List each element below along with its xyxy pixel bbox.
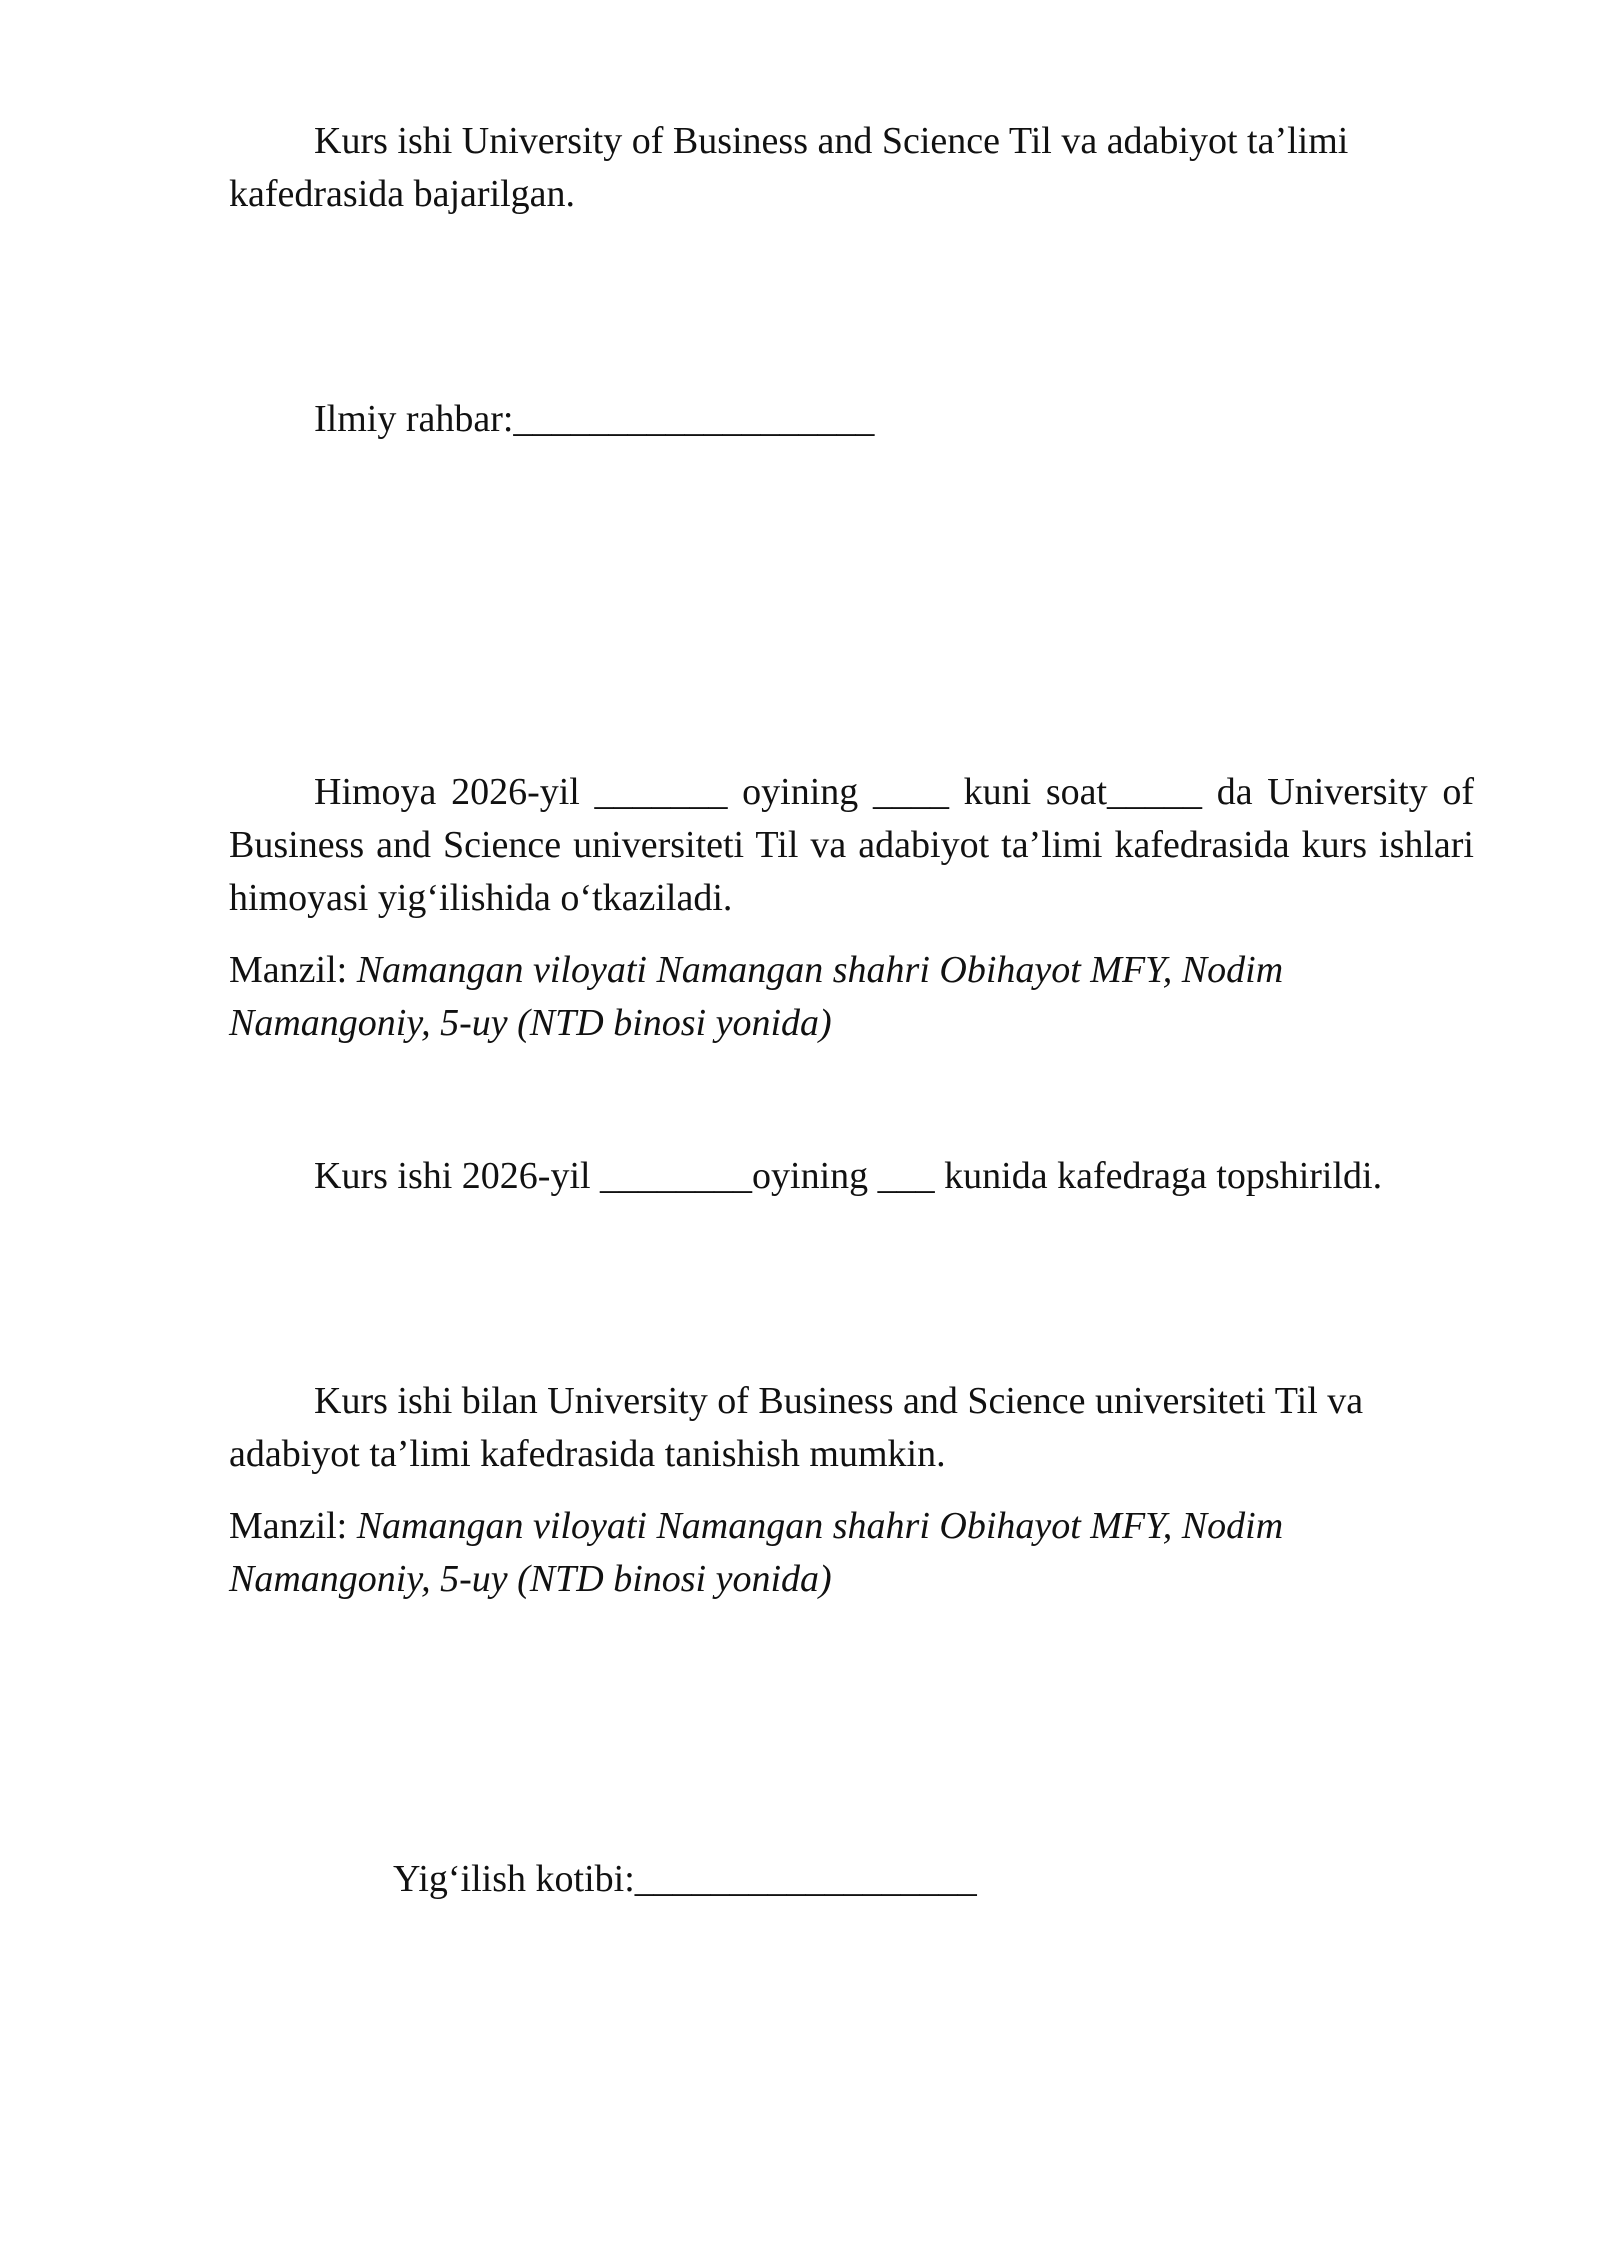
address-label: Manzil: xyxy=(229,949,357,991)
address-value: Namangan viloyati Namangan shahri Obihayot MFY, Nodim Namangoniy, 5-uy (NTD binosi yonida) xyxy=(229,949,1284,1044)
address-value: Namangan viloyati Namangan shahri Obihayot MFY, Nodim Namangoniy, 5-uy (NTD binosi yonida) xyxy=(229,1505,1284,1600)
review-paragraph: Kurs ishi bilan University of Business and Science universiteti Til va adabiyot ta’limi kafedrasida tanishish mumkin. xyxy=(229,1380,1364,1475)
secretary-signature-line: Yig‘ilish kotibi:__________________ xyxy=(393,1858,977,1900)
address-paragraph-1 xyxy=(229,944,1474,1050)
supervisor-signature-line: Ilmiy rahbar:___________________ xyxy=(314,398,875,440)
defense-paragraph: Himoya 2026-yil _______ oyining ____ kuni soat_____ da University of Business and Science universiteti Til va adabiyot ta’limi kafedrasida kurs ishlari himoyasi yig‘ilishida o‘tkaziladi. xyxy=(229,771,1474,919)
intro-paragraph: Kurs ishi University of Business and Science Til va adabiyot ta’limi kafedrasida bajarilgan. xyxy=(229,120,1349,215)
address-label: Manzil: xyxy=(229,1505,357,1547)
submitted-paragraph: Kurs ishi 2026-yil ________oyining ___ kunida kafedraga topshirildi. xyxy=(314,1155,1383,1197)
address-paragraph-2 xyxy=(229,1500,1474,1606)
